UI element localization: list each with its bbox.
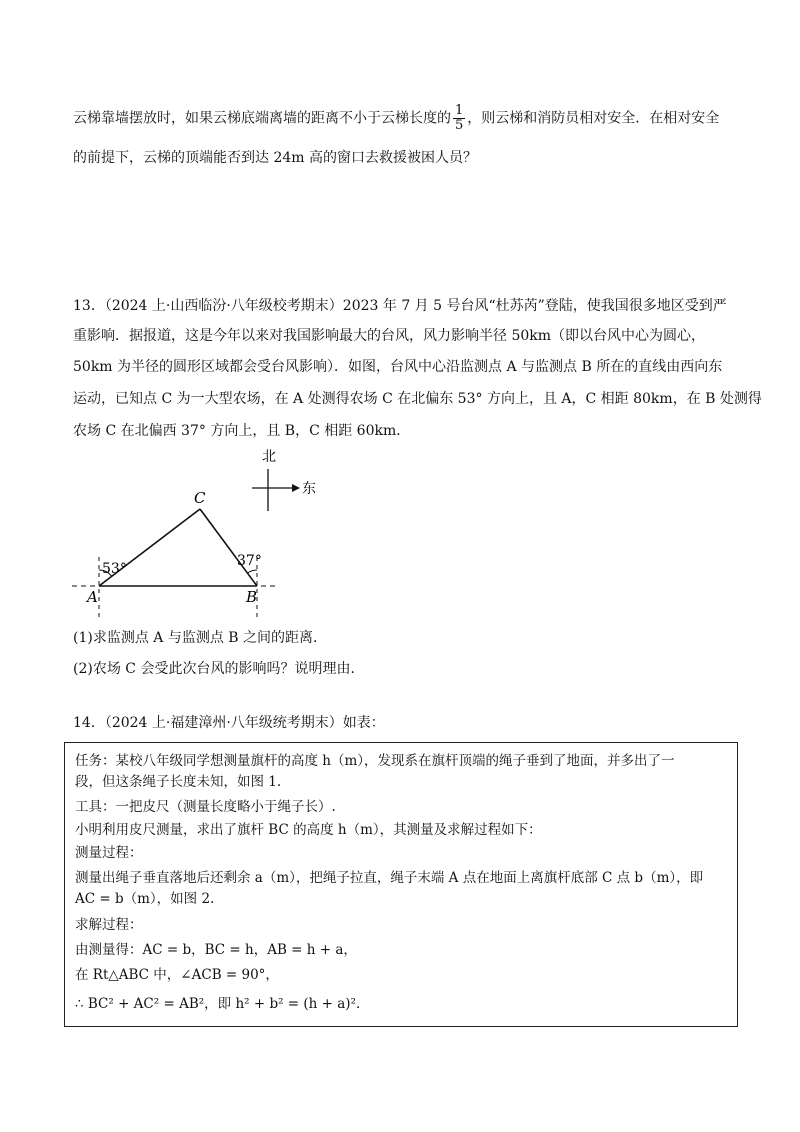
q14-intro: 14．（2024 上·福建漳州·八年级统考期末）如表：	[73, 715, 385, 731]
label-c: C	[194, 489, 206, 507]
task-line2: 段，但这条绳子长度未知，如图 1.	[75, 774, 282, 790]
q12-line1	[73, 104, 719, 133]
q13-line3: 50km 为半径的圆形区域都会受台风影响）．如图，台风中心沿监测点 A 与监测点 B 所在的直线由西向东	[73, 359, 723, 375]
q13-line4: 运动，已知点 C 为一大型农场，在 A 处测得农场 C 在北偏东 53° 方向上，且 A，C 相距 80km，在 B 处测得	[73, 391, 762, 407]
measure-title: 测量过程：	[75, 845, 143, 861]
fraction-one-fifth: $\frac{1}{5}$	[455, 103, 464, 133]
task-line1: 任务：某校八年级同学想测量旗杆的高度 h（m），发现系在旗杆顶端的绳子垂到了地面，并多出了一	[75, 753, 675, 769]
solve-line3: ∴ BC² + AC² = AB²，即 h² + b² = (h + a)²．	[75, 996, 370, 1012]
triangle-diagram	[0, 445, 800, 625]
q12-line1-b: ，则云梯和消防员相对安全．在相对安全	[467, 110, 720, 127]
east-label: 东	[302, 481, 316, 497]
measure-line1: 测量出绳子垂直落地后还剩余 a（m），把绳子拉直，绳子末端 A 点在地面上离旗杆底部 C 点 b（m），即	[75, 870, 704, 886]
q13-line5: 农场 C 在北偏西 37° 方向上，且 B，C 相距 60km．	[73, 423, 411, 439]
solve-line2: 在 Rt△ABC 中，∠ACB = 90°，	[75, 967, 279, 983]
label-b: B	[246, 588, 258, 606]
q13-sub2: (2)农场 C 会受此次台风的影响吗？说明理由．	[73, 661, 365, 677]
measure-line2: AC = b（m），如图 2.	[75, 891, 215, 907]
ming-line: 小明利用皮尺测量，求出了旗杆 BC 的高度 h（m），其测量及求解过程如下：	[75, 822, 542, 838]
solve-title: 求解过程：	[75, 917, 143, 933]
q12-line2: 的前提下，云梯的顶端能否到达 24m 高的窗口去救援被困人员？	[73, 150, 477, 166]
north-label: 北	[262, 449, 276, 465]
label-a: A	[87, 588, 98, 606]
angle-label-b: 37°	[237, 553, 262, 569]
segment-bc	[200, 509, 257, 586]
angle-label-a: 53°	[102, 561, 127, 577]
solve-line1: 由测量得：AC = b，BC = h，AB = h + a，	[75, 942, 357, 958]
tool-line: 工具：一把皮尺（测量长度略小于绳子长）.	[75, 799, 336, 815]
q13-sub1: (1)求监测点 A 与监测点 B 之间的距离．	[73, 630, 328, 646]
angle-arc-b	[248, 570, 258, 573]
q14-table-box	[64, 742, 738, 1027]
q12-line1-a: 云梯靠墙摆放时，如果云梯底端离墙的距离不小于云梯长度的	[73, 110, 451, 127]
compass-icon	[252, 449, 316, 511]
q13-line1: 13．（2024 上·山西临汾·八年级校考期末）2023 年 7 月 5 号台风“杜苏芮”登陆，使我国很多地区受到严	[73, 298, 727, 314]
q13-line2: 重影响．据报道，这是今年以来对我国影响最大的台风，风力影响半径 50km（即以台风中心为圆心，	[73, 328, 706, 344]
